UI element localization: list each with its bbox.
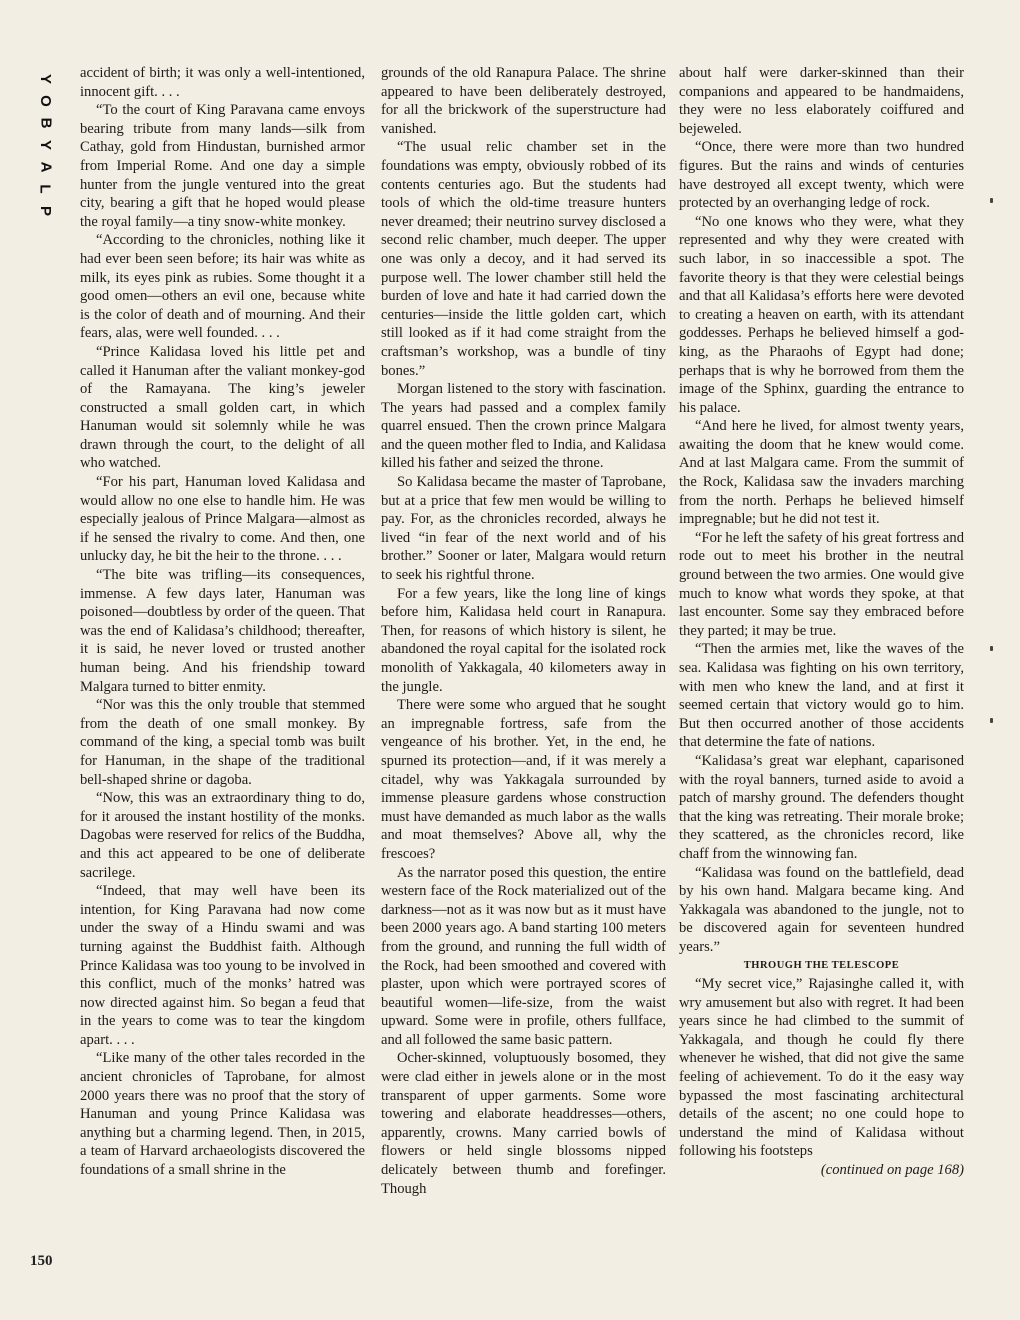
paragraph: “The usual relic chamber set in the foundations was empty, obviously robbed of its contents centuries ago. But the students had tools of which the old-time treasure hunters never dreamed; their neutrino survey disclosed a second relic chamber, much deeper. The upper one was only a decoy, and it had served its purpose well. The lower chamber still held the burden of love and hate it had carried down the centuries—inside the little golden cart, which still looked as if it had come straight from the craftsman’s workshop, was a bundle of tiny bones.”	[381, 139, 666, 379]
continued-note: (continued on page 168)	[820, 1162, 964, 1179]
magazine-name-vertical	[30, 68, 60, 222]
paragraph: “Like many of the other tales recorded in the ancient chronicles of Taprobane, for almost 2000 years there was no proof that the story of Hanuman and young Prince Kalidasa was anything but a charming legend. Then, in 2015, a team of Harvard archaeologists discovered the foundations of a small shrine in the	[80, 1050, 365, 1179]
paragraph: “For his part, Hanuman loved Kalidasa and would allow no one else to handle him. He was especially jealous of Prince Malgara—almost as if he sensed the rivalry to come. And then, one unlucky day, he bit the heir to the throne. . . .	[80, 474, 365, 565]
magazine-letter: P	[36, 205, 54, 217]
paragraph: “No one knows who they were, what they represented and why they were created with such labor, in so inaccessible a spot. The favorite theory is that they were celestial beings and that all Kalidasa’s efforts here were devoted to creating a heaven on earth, with its attendant goddesses. Perhaps he believed himself a god-king, as the Pharaohs of Egypt had done; perhaps that is why he borrowed from them the image of the Sphinx, guarding the entrance to his palace.	[679, 213, 964, 416]
binding-mark	[990, 198, 993, 203]
paragraph: “For he left the safety of his great fortress and rode out to meet his brother in the neutral ground between the two armies. One would give much to know what words they spoke, at that last encounter. Some say they embraced before they parted; it may be true.	[679, 529, 964, 639]
magazine-letter: A	[37, 161, 54, 173]
binding-mark	[990, 646, 993, 651]
paragraph: Ocher-skinned, voluptuously bosomed, they were clad either in jewels alone or in the most transparent of upper garments. Some wore towering and elaborate headdresses—others, apparently, crowns. Many carried bowls of flowers or held single blossoms nipped delicately between thumb and forefinger. Though	[381, 1050, 666, 1197]
paragraph: “Nor was this the only trouble that stemmed from the death of one small monkey. By command of the king, a special tomb was built for Hanuman, in the shape of the traditional bell-shaped shrine or dagoba.	[80, 697, 365, 788]
paragraph: “Kalidasa’s great war elephant, caparisoned with the royal banners, turned aside to avoid a patch of marshy ground. The defenders thought that the king was retreating. Their morale broke; they scattered, as the chronicles record, like chaff from the winnowing fan.	[679, 752, 964, 862]
magazine-letter: Y	[36, 73, 54, 85]
paragraph: So Kalidasa became the master of Taprobane, but at a price that few men would be willing to pay. For, as the chronicles recorded, always he lived “in fear of the next world and of his brother.” Sooner or later, Malgara would return to seek his rightful throne.	[381, 474, 666, 584]
paragraph: Morgan listened to the story with fascination. The years had passed and a complex family quarrel ensued. Then the crown prince Malgara and the queen mother fled to India, and Kalidasa killed his father and seized the throne.	[381, 381, 666, 472]
paragraph: about half were darker-skinned than their companions and appeared to be handmaidens, they were no less elaborately coiffured and bejeweled.	[679, 65, 964, 137]
binding-mark	[990, 718, 993, 723]
paragraph: accident of birth; it was only a well-intentioned, innocent gift. . . .	[80, 65, 365, 100]
paragraph: “Kalidasa was found on the battlefield, dead by his own hand. Malgara became king. And Yakkagala was abandoned to the jungle, not to be discovered again for seventeen hundred years.”	[679, 864, 964, 955]
magazine-letter: L	[36, 184, 54, 194]
column-2	[381, 64, 666, 1198]
paragraph: “My secret vice,” Rajasinghe called it, with wry amusement but also with regret. It had been years since he had climbed to the summit of Yakkagala, and though he could fly there whenever he wished, that did not give the same feeling of achievement. To do it the easy way bypassed the most fascinating architectural details of the ascent; no one could hope to understand the mind of Kalidasa without following his footsteps	[679, 976, 964, 1160]
column-1	[80, 64, 365, 1180]
magazine-letter: Y	[36, 139, 54, 151]
paragraph: “And here he lived, for almost twenty years, awaiting the doom that he knew would come. And at last Malgara came. From the summit of the Rock, Kalidasa saw the invaders marching from the north. Perhaps he believed himself impregnable; but he did not test it.	[679, 418, 964, 528]
paragraph: “According to the chronicles, nothing like it had ever been seen before; its hair was white as milk, its eyes pink as rubies. Some thought it a good omen—others an evil one, because white is the color of death and of mourning. And their fears, alas, were well founded. . . .	[80, 232, 365, 342]
paragraph: “Then the armies met, like the waves of the sea. Kalidasa was fighting on his own territory, with men who knew the land, and at first it seemed certain that victory would go to him. But then occurred another of those accidents that determine the fate of nations.	[679, 641, 964, 751]
paragraph: “The bite was trifling—its consequences, immense. A few days later, Hanuman was poisoned—doubtless by order of the queen. That was the end of Kalidasa’s childhood; thereafter, it is said, he never loved or trusted another human being. And his friendship toward Malgara turned to bitter enmity.	[80, 567, 365, 695]
paragraph: There were some who argued that he sought an impregnable fortress, safe from the vengeance of his brother. Yet, in the end, he spurned its protection—and, if it was merely a citadel, why was Yakkagala surrounded by immense pleasure gardens whose construction must have demanded as much labor as the walls and moat themselves? Above all, why the frescoes?	[381, 697, 666, 862]
page-number: 150	[30, 1253, 53, 1269]
paragraph: “Once, there were more than two hundred figures. But the rains and winds of centuries have destroyed all except twenty, which were protected by an overhanging ledge of rock.	[679, 139, 964, 212]
paragraph: “Indeed, that may well have been its intention, for King Paravana had now come under the sway of a Hindu swami and was turning against the Buddhist faith. Although Prince Kalidasa was too young to be involved in this conflict, much of the monks’ hatred was now directed against him. So began a feud that in the years to come was to tear the kingdom apart. . . .	[80, 883, 365, 1048]
paragraph: As the narrator posed this question, the entire western face of the Rock materialized out of the darkness—not as it was now but as it must have been 2000 years ago. A band starting 100 meters from the ground, and running the full width of the Rock, had been smoothed and covered with plaster, upon which were portrayed scores of beautiful women—life-size, from the waist upward. Some were in profile, others fullface, and all followed the same basic pattern.	[381, 864, 666, 1048]
column-3	[679, 64, 964, 1180]
paragraph: For a few years, like the long line of kings before him, Kalidasa held court in Ranapura. Then, for reasons of which history is silent, he abandoned the royal capital for the isolated rock monolith of Yakkagala, 40 kilometers away in the jungle.	[381, 585, 666, 695]
magazine-letter: B	[37, 117, 54, 129]
paragraph: “Prince Kalidasa loved his little pet and called it Hanuman after the valiant monkey-god of the Ramayana. The king’s jeweler constructed a small golden cart, in which Hanuman would sit solemnly while he was drawn through the court, to the delight of all who watched.	[80, 343, 365, 472]
paragraph: “Now, this was an extraordinary thing to do, for it aroused the instant hostility of the monks. Dagobas were reserved for relics of the Buddha, and this act appeared to be one of deliberate sacrilege.	[80, 790, 365, 881]
magazine-letter: O	[36, 95, 54, 107]
section-subhead: THROUGH THE TELESCOPE	[743, 959, 900, 971]
paragraph: grounds of the old Ranapura Palace. The shrine appeared to have been deliberately destroyed, for all the brickwork of the superstructure had vanished.	[381, 65, 666, 137]
paragraph: “To the court of King Paravana came envoys bearing tribute from many lands—silk from Cathay, gold from Hindustan, burnished armor from Imperial Rome. And one day a simple hunter from the jungle ventured into the great city, bearing a gift that he hoped would please the royal family—a tiny snow-white monkey.	[80, 102, 365, 230]
